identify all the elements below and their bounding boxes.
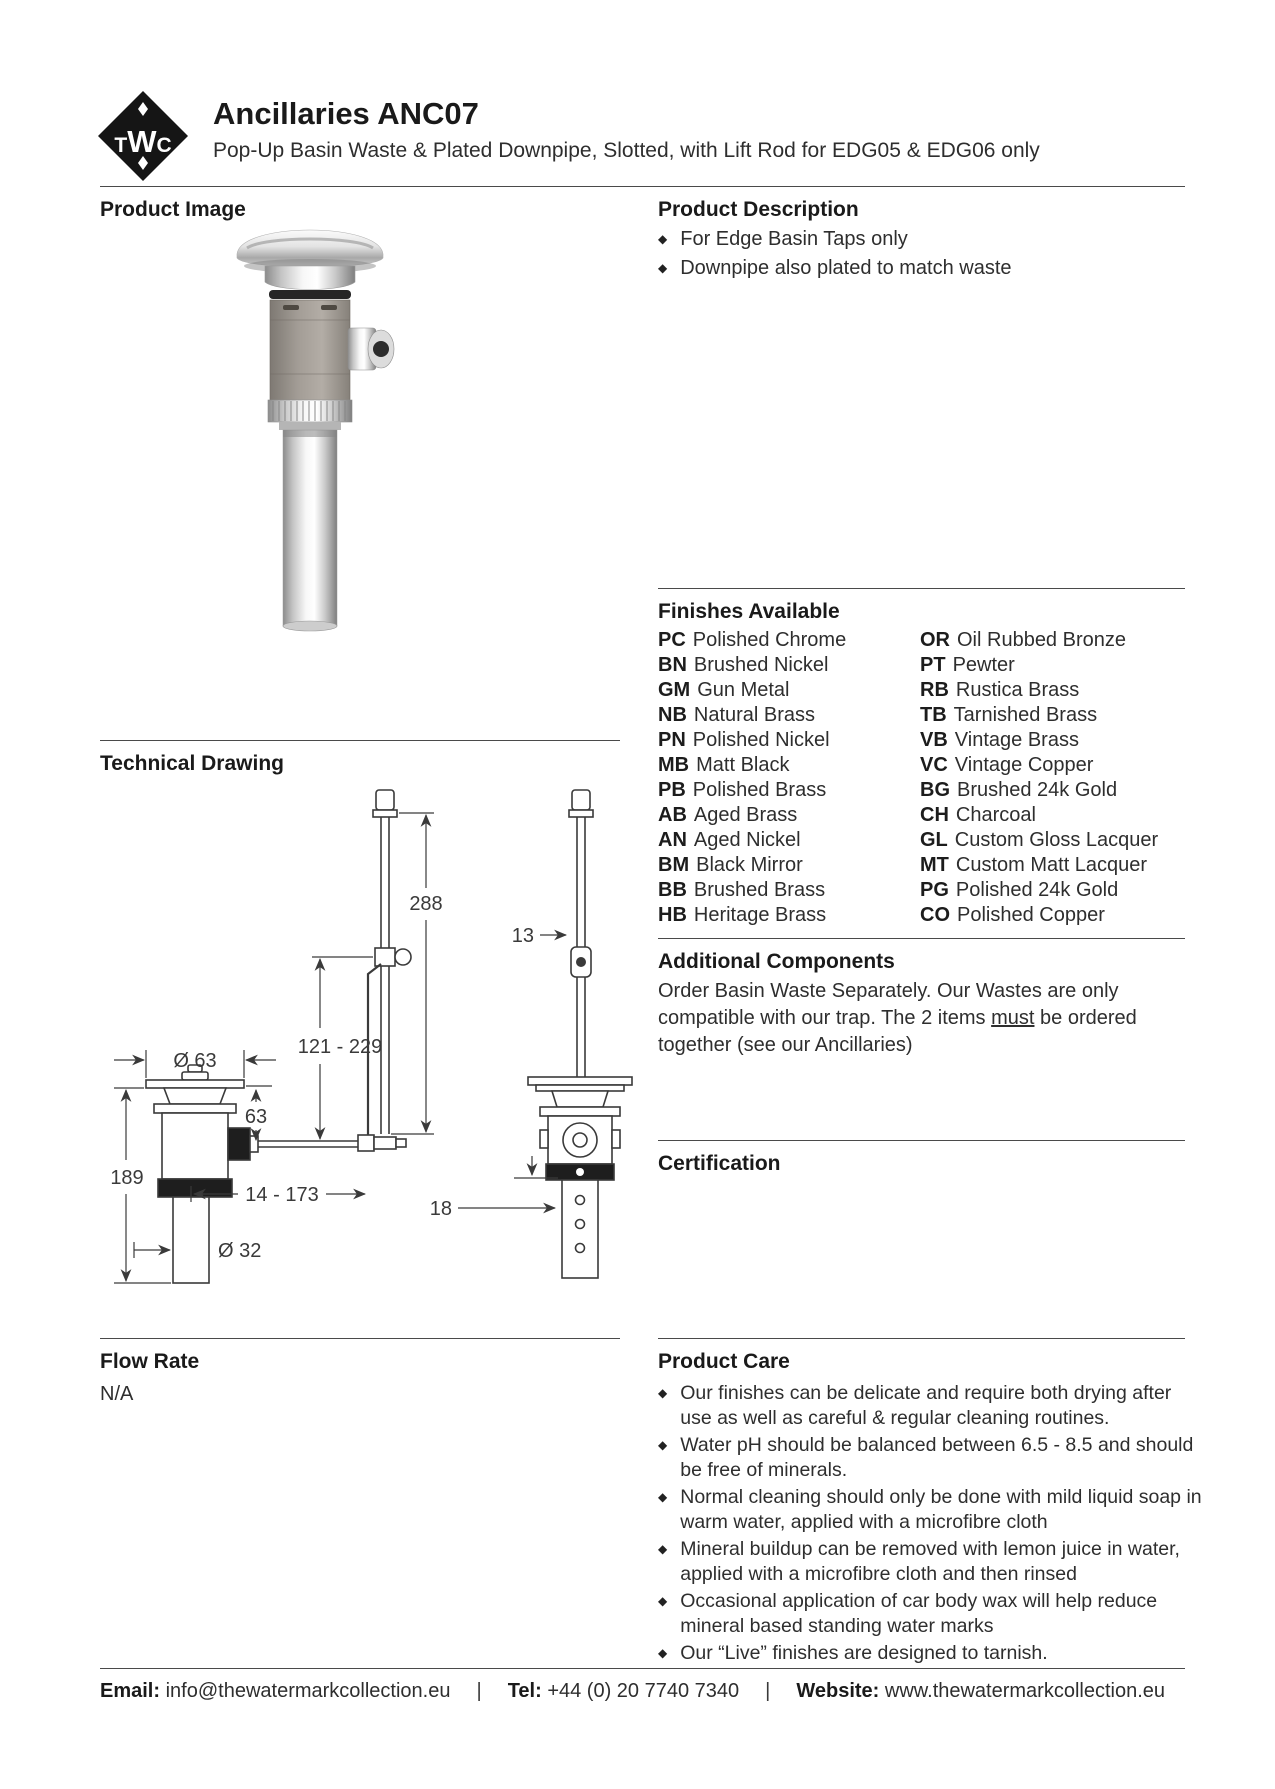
finish-name: Heritage Brass: [693, 904, 827, 926]
product-care-bullet: [658, 1485, 1203, 1535]
finish-name: Tarnished Brass: [953, 704, 1098, 726]
finish-item: [920, 803, 1185, 828]
finish-name: Gun Metal: [697, 679, 790, 701]
finish-name: Vintage Brass: [954, 729, 1079, 751]
product-care-bullet: [658, 1433, 1203, 1483]
finish-name: Polished Chrome: [692, 629, 847, 651]
dim-height-range: 121 - 229: [297, 1036, 383, 1058]
finish-item: [920, 878, 1185, 903]
finish-code: AN: [658, 829, 687, 851]
bullet-diamond-icon: ◆: [658, 1594, 668, 1608]
product-description-bullet: [658, 226, 1188, 253]
footer-tel-value: +44 (0) 20 7740 7340: [547, 1680, 740, 1702]
bullet-text: Our finishes can be delicate and require both drying after use as well as careful & regular cleaning routines.: [680, 1382, 1172, 1429]
finish-code: CO: [920, 904, 950, 926]
additional-components-text-underlined: must: [991, 1007, 1035, 1029]
product-care-heading: Product Care: [658, 1350, 790, 1373]
finish-item: [920, 753, 1185, 778]
finishes-heading: Finishes Available: [658, 600, 840, 623]
finish-name: Rustica Brass: [955, 679, 1080, 701]
footer-tel-label: Tel:: [507, 1680, 542, 1702]
finish-code: NB: [658, 704, 687, 726]
footer-email: [100, 1680, 450, 1703]
additional-components-text-before: Order Basin Waste Separately. Our Wastes are only compatible with our trap. The 2 items: [658, 980, 1119, 1029]
finish-code: HB: [658, 904, 687, 926]
finish-code: GL: [920, 829, 948, 851]
flow-rate-value: N/A: [100, 1383, 134, 1405]
finishes-column-right: [920, 628, 1185, 928]
bullet-text: Downpipe also plated to match waste: [680, 257, 1012, 279]
dim-horizontal-range: 14 - 173: [245, 1184, 319, 1206]
finish-code: PN: [658, 729, 686, 751]
dim-tail-diameter: Ø 32: [218, 1240, 262, 1262]
finish-name: Matt Black: [696, 754, 790, 776]
flow-rate-heading: Flow Rate: [100, 1350, 200, 1373]
finish-item: [920, 828, 1185, 853]
product-image: [175, 208, 445, 643]
finish-item: [658, 628, 920, 653]
finish-code: MB: [658, 754, 690, 776]
finish-name: Polished Nickel: [692, 729, 830, 751]
dim-tail-offset: 18: [429, 1198, 452, 1220]
finish-item: [920, 703, 1185, 728]
product-image-heading: Product Image: [100, 198, 246, 221]
additional-components-divider: [658, 938, 1185, 939]
bullet-text: For Edge Basin Taps only: [680, 228, 908, 250]
finish-name: Polished 24k Gold: [955, 879, 1119, 901]
footer-website-label: Website:: [796, 1680, 880, 1702]
bullet-diamond-icon: ◆: [658, 1542, 668, 1556]
technical-drawing: [100, 788, 660, 1298]
product-care-bullet: [658, 1381, 1203, 1431]
bullet-diamond-icon: ◆: [658, 261, 668, 275]
finish-name: Aged Brass: [693, 804, 798, 826]
finish-item: [658, 803, 920, 828]
product-care-list: [658, 1381, 1203, 1668]
finish-name: Oil Rubbed Bronze: [957, 629, 1126, 651]
finish-item: [920, 728, 1185, 753]
bullet-text: Normal cleaning should only be done with mild liquid soap in warm water, applied with a microfibre cloth: [680, 1486, 1202, 1533]
bullet-diamond-icon: ◆: [658, 1438, 668, 1452]
footer-website-value: www.thewatermarkcollection.eu: [884, 1680, 1166, 1702]
bullet-text: Occasional application of car body wax will help reduce mineral based standing water marks: [680, 1590, 1158, 1637]
finish-item: [658, 678, 920, 703]
finish-item: [658, 778, 920, 803]
finish-code: GM: [658, 679, 691, 701]
finishes-column-left: [658, 628, 920, 928]
finish-item: [658, 903, 920, 928]
product-care-bullet: [658, 1537, 1203, 1587]
finish-name: Natural Brass: [693, 704, 816, 726]
technical-drawing-divider: [100, 740, 620, 741]
finish-item: [658, 728, 920, 753]
certification-heading: Certification: [658, 1152, 781, 1175]
finish-code: PB: [658, 779, 686, 801]
finish-item: [920, 853, 1185, 878]
additional-components-text-after: be ordered together (see our Ancillaries): [658, 1007, 1137, 1056]
dim-overall-height: 189: [110, 1167, 144, 1189]
finish-code: CH: [920, 804, 949, 826]
finishes-divider: [658, 588, 1185, 589]
drawing-front-view: [528, 790, 632, 1278]
finish-code: AB: [658, 804, 687, 826]
finish-code: PC: [658, 629, 686, 651]
finish-name: Custom Matt Lacquer: [955, 854, 1148, 876]
finish-name: Polished Copper: [957, 904, 1105, 926]
footer-email-value: info@thewatermarkcollection.eu: [165, 1680, 451, 1702]
finish-item: [658, 878, 920, 903]
dim-rod-top: 13: [511, 925, 534, 947]
bullet-diamond-icon: ◆: [658, 232, 668, 246]
finish-code: MT: [920, 854, 949, 876]
footer-email-label: Email:: [100, 1680, 161, 1702]
finish-name: Charcoal: [955, 804, 1036, 826]
finish-code: TB: [920, 704, 947, 726]
footer: [100, 1680, 1165, 1703]
footer-separator: |: [765, 1680, 771, 1702]
bullet-diamond-icon: ◆: [658, 1646, 668, 1660]
bullet-diamond-icon: ◆: [658, 1386, 668, 1400]
finish-name: Aged Nickel: [693, 829, 801, 851]
finish-code: VB: [920, 729, 948, 751]
dim-flange-to-arm: 63: [244, 1106, 268, 1128]
product-description-bullet: [658, 255, 1188, 282]
finishes-list: [658, 628, 1185, 928]
finish-code: OR: [920, 629, 950, 651]
technical-drawing-heading: Technical Drawing: [100, 752, 284, 775]
finish-name: Custom Gloss Lacquer: [954, 829, 1159, 851]
finish-name: Brushed Nickel: [693, 654, 829, 676]
finish-item: [658, 653, 920, 678]
bullet-text: Mineral buildup can be removed with lemon juice in water, applied with a microfibre cloth and then rinsed: [680, 1538, 1180, 1585]
finish-name: Polished Brass: [692, 779, 827, 801]
product-care-bullet: [658, 1641, 1203, 1666]
finish-name: Vintage Copper: [954, 754, 1094, 776]
finish-item: [658, 853, 920, 878]
dim-rod-length: 288: [409, 893, 443, 915]
logo-text: TWC: [114, 124, 172, 159]
finish-name: Black Mirror: [696, 854, 803, 876]
finish-item: [920, 628, 1185, 653]
footer-separator: |: [476, 1680, 482, 1702]
bullet-text: Water pH should be balanced between 6.5 - 8.5 and should be free of minerals.: [680, 1434, 1194, 1481]
certification-divider: [658, 1140, 1185, 1141]
finish-item: [658, 703, 920, 728]
additional-components-text: [658, 978, 1188, 1059]
finish-item: [658, 753, 920, 778]
footer-tel: [508, 1680, 739, 1703]
dim-flange-diameter: Ø 63: [173, 1050, 217, 1072]
finish-code: BM: [658, 854, 690, 876]
header-divider: [100, 186, 1185, 187]
finish-code: PT: [920, 654, 946, 676]
product-description-heading: Product Description: [658, 198, 859, 221]
bullet-diamond-icon: ◆: [658, 1490, 668, 1504]
product-care-bullet: [658, 1589, 1203, 1639]
finish-item: [658, 828, 920, 853]
page-title: Ancillaries ANC07: [213, 96, 479, 131]
bullet-text: Our “Live” finishes are designed to tarnish.: [680, 1642, 1048, 1664]
finish-code: BG: [920, 779, 950, 801]
finish-code: RB: [920, 679, 949, 701]
additional-components-heading: Additional Components: [658, 950, 895, 973]
finish-code: VC: [920, 754, 948, 776]
footer-website: [796, 1680, 1165, 1703]
twc-logo-icon: [97, 90, 189, 182]
finish-item: [920, 903, 1185, 928]
finish-name: Brushed Brass: [693, 879, 826, 901]
finish-item: [920, 678, 1185, 703]
finish-item: [920, 653, 1185, 678]
finish-code: PG: [920, 879, 949, 901]
finish-code: BN: [658, 654, 687, 676]
flow-rate-divider: [100, 1338, 620, 1339]
product-care-divider: [658, 1338, 1185, 1339]
footer-divider: [100, 1668, 1185, 1669]
finish-code: BB: [658, 879, 687, 901]
page-subtitle: Pop-Up Basin Waste & Plated Downpipe, Slotted, with Lift Rod for EDG05 & EDG06 only: [213, 139, 1040, 162]
finish-item: [920, 778, 1185, 803]
finish-name: Pewter: [952, 654, 1015, 676]
finish-name: Brushed 24k Gold: [957, 779, 1118, 801]
product-description-list: [658, 226, 1188, 284]
